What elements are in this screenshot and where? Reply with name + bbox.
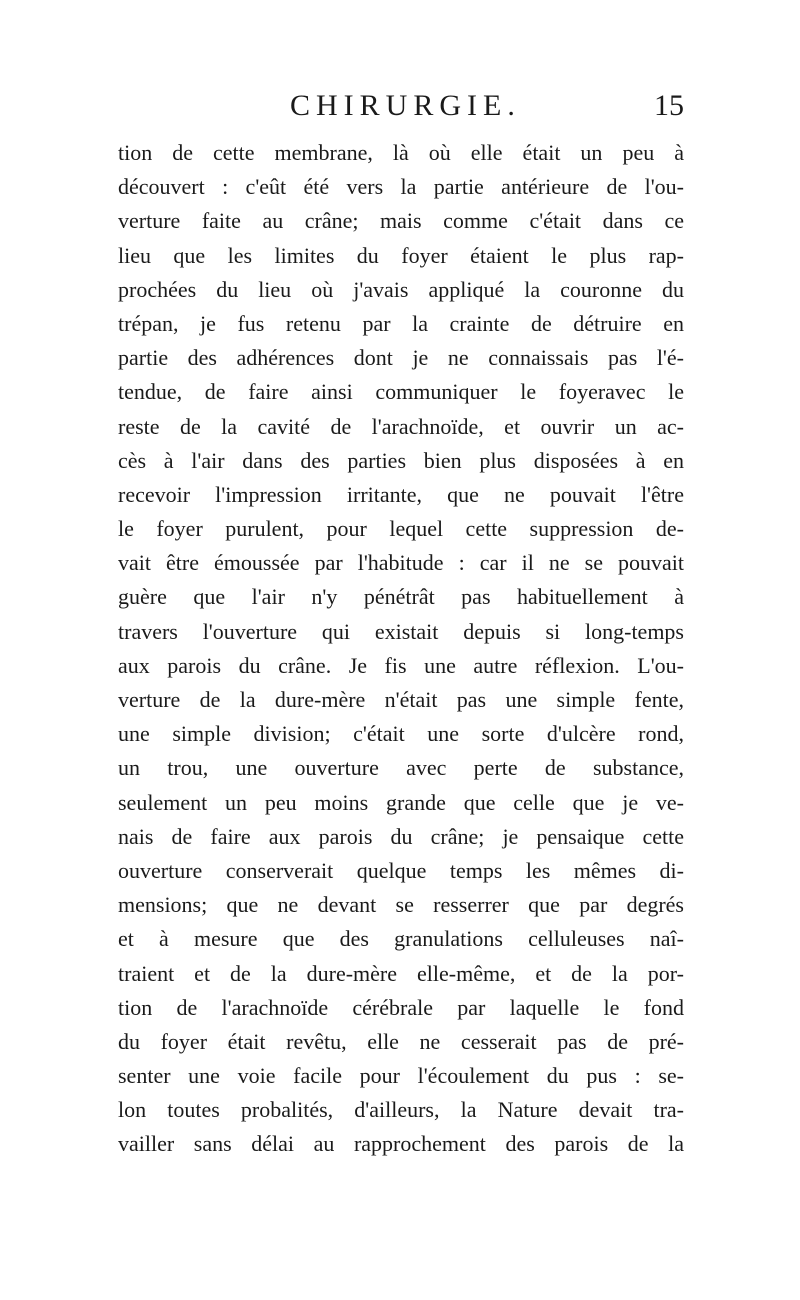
- text-line: recevoir l'impression irritante, que ne pouvait l'être: [118, 481, 684, 507]
- text-line: et à mesure que des granulations celluleuses naî-: [118, 926, 684, 952]
- text-line: lieu que les limites du foyer étaient le plus rap-: [118, 242, 684, 268]
- text-line: senter une voie facile pour l'écoulement du pus : se-: [118, 1063, 684, 1089]
- text-line: du foyer était revêtu, elle ne cesserait pas de pré-: [118, 1028, 684, 1054]
- text-line: verture faite au crâne; mais comme c'était dans ce: [118, 208, 684, 234]
- text-line: ouverture conserverait quelque temps les mêmes di-: [118, 857, 684, 883]
- page-number: 15: [654, 89, 684, 122]
- running-title: CHIRURGIE.: [290, 89, 521, 122]
- text-line: tendue, de faire ainsi communiquer le foyeravec le: [118, 379, 684, 405]
- text-line: une simple division; c'était une sorte d'ulcère rond,: [118, 721, 684, 747]
- text-line: tion de l'arachnoïde cérébrale par laquelle le fond: [118, 994, 684, 1020]
- text-line: verture de la dure-mère n'était pas une simple fente,: [118, 687, 684, 712]
- text-line: vailler sans délai au rapprochement des parois de la: [118, 1131, 684, 1157]
- text-line: découvert : c'eût été vers la partie antérieure de l'ou-: [118, 174, 684, 200]
- text-line: lon toutes probalités, d'ailleurs, la Nature devait tra-: [118, 1097, 684, 1123]
- text-line: seulement un peu moins grande que celle que je ve-: [118, 789, 684, 815]
- body-text: [118, 136, 684, 1162]
- text-line: prochées du lieu où j'avais appliqué la couronne du: [118, 276, 684, 302]
- text-line: aux parois du crâne. Je fis une autre réflexion. L'ou-: [118, 652, 684, 678]
- text-line: vait être émoussée par l'habitude : car il ne se pouvait: [118, 550, 684, 576]
- text-line: travers l'ouverture qui existait depuis si long-temps: [118, 618, 684, 644]
- text-line: un trou, une ouverture avec perte de substance,: [118, 755, 684, 781]
- text-line: reste de la cavité de l'arachnoïde, et ouvrir un ac-: [118, 413, 684, 439]
- text-line: mensions; que ne devant se resserrer que par degrés: [118, 892, 684, 918]
- text-line: guère que l'air n'y pénétrât pas habituellement à: [118, 584, 684, 610]
- text-line: trépan, je fus retenu par la crainte de détruire en: [118, 310, 684, 336]
- text-line: le foyer purulent, pour lequel cette suppression de-: [118, 516, 684, 542]
- text-line: traient et de la dure-mère elle-même, et de la por-: [118, 960, 684, 986]
- page-header: [118, 88, 690, 128]
- text-line: nais de faire aux parois du crâne; je pensaique cette: [118, 823, 684, 849]
- text-line: cès à l'air dans des parties bien plus disposées à en: [118, 447, 684, 473]
- text-line: partie des adhérences dont je ne connaissais pas l'é-: [118, 345, 684, 371]
- text-line: tion de cette membrane, là où elle était un peu à: [118, 140, 684, 165]
